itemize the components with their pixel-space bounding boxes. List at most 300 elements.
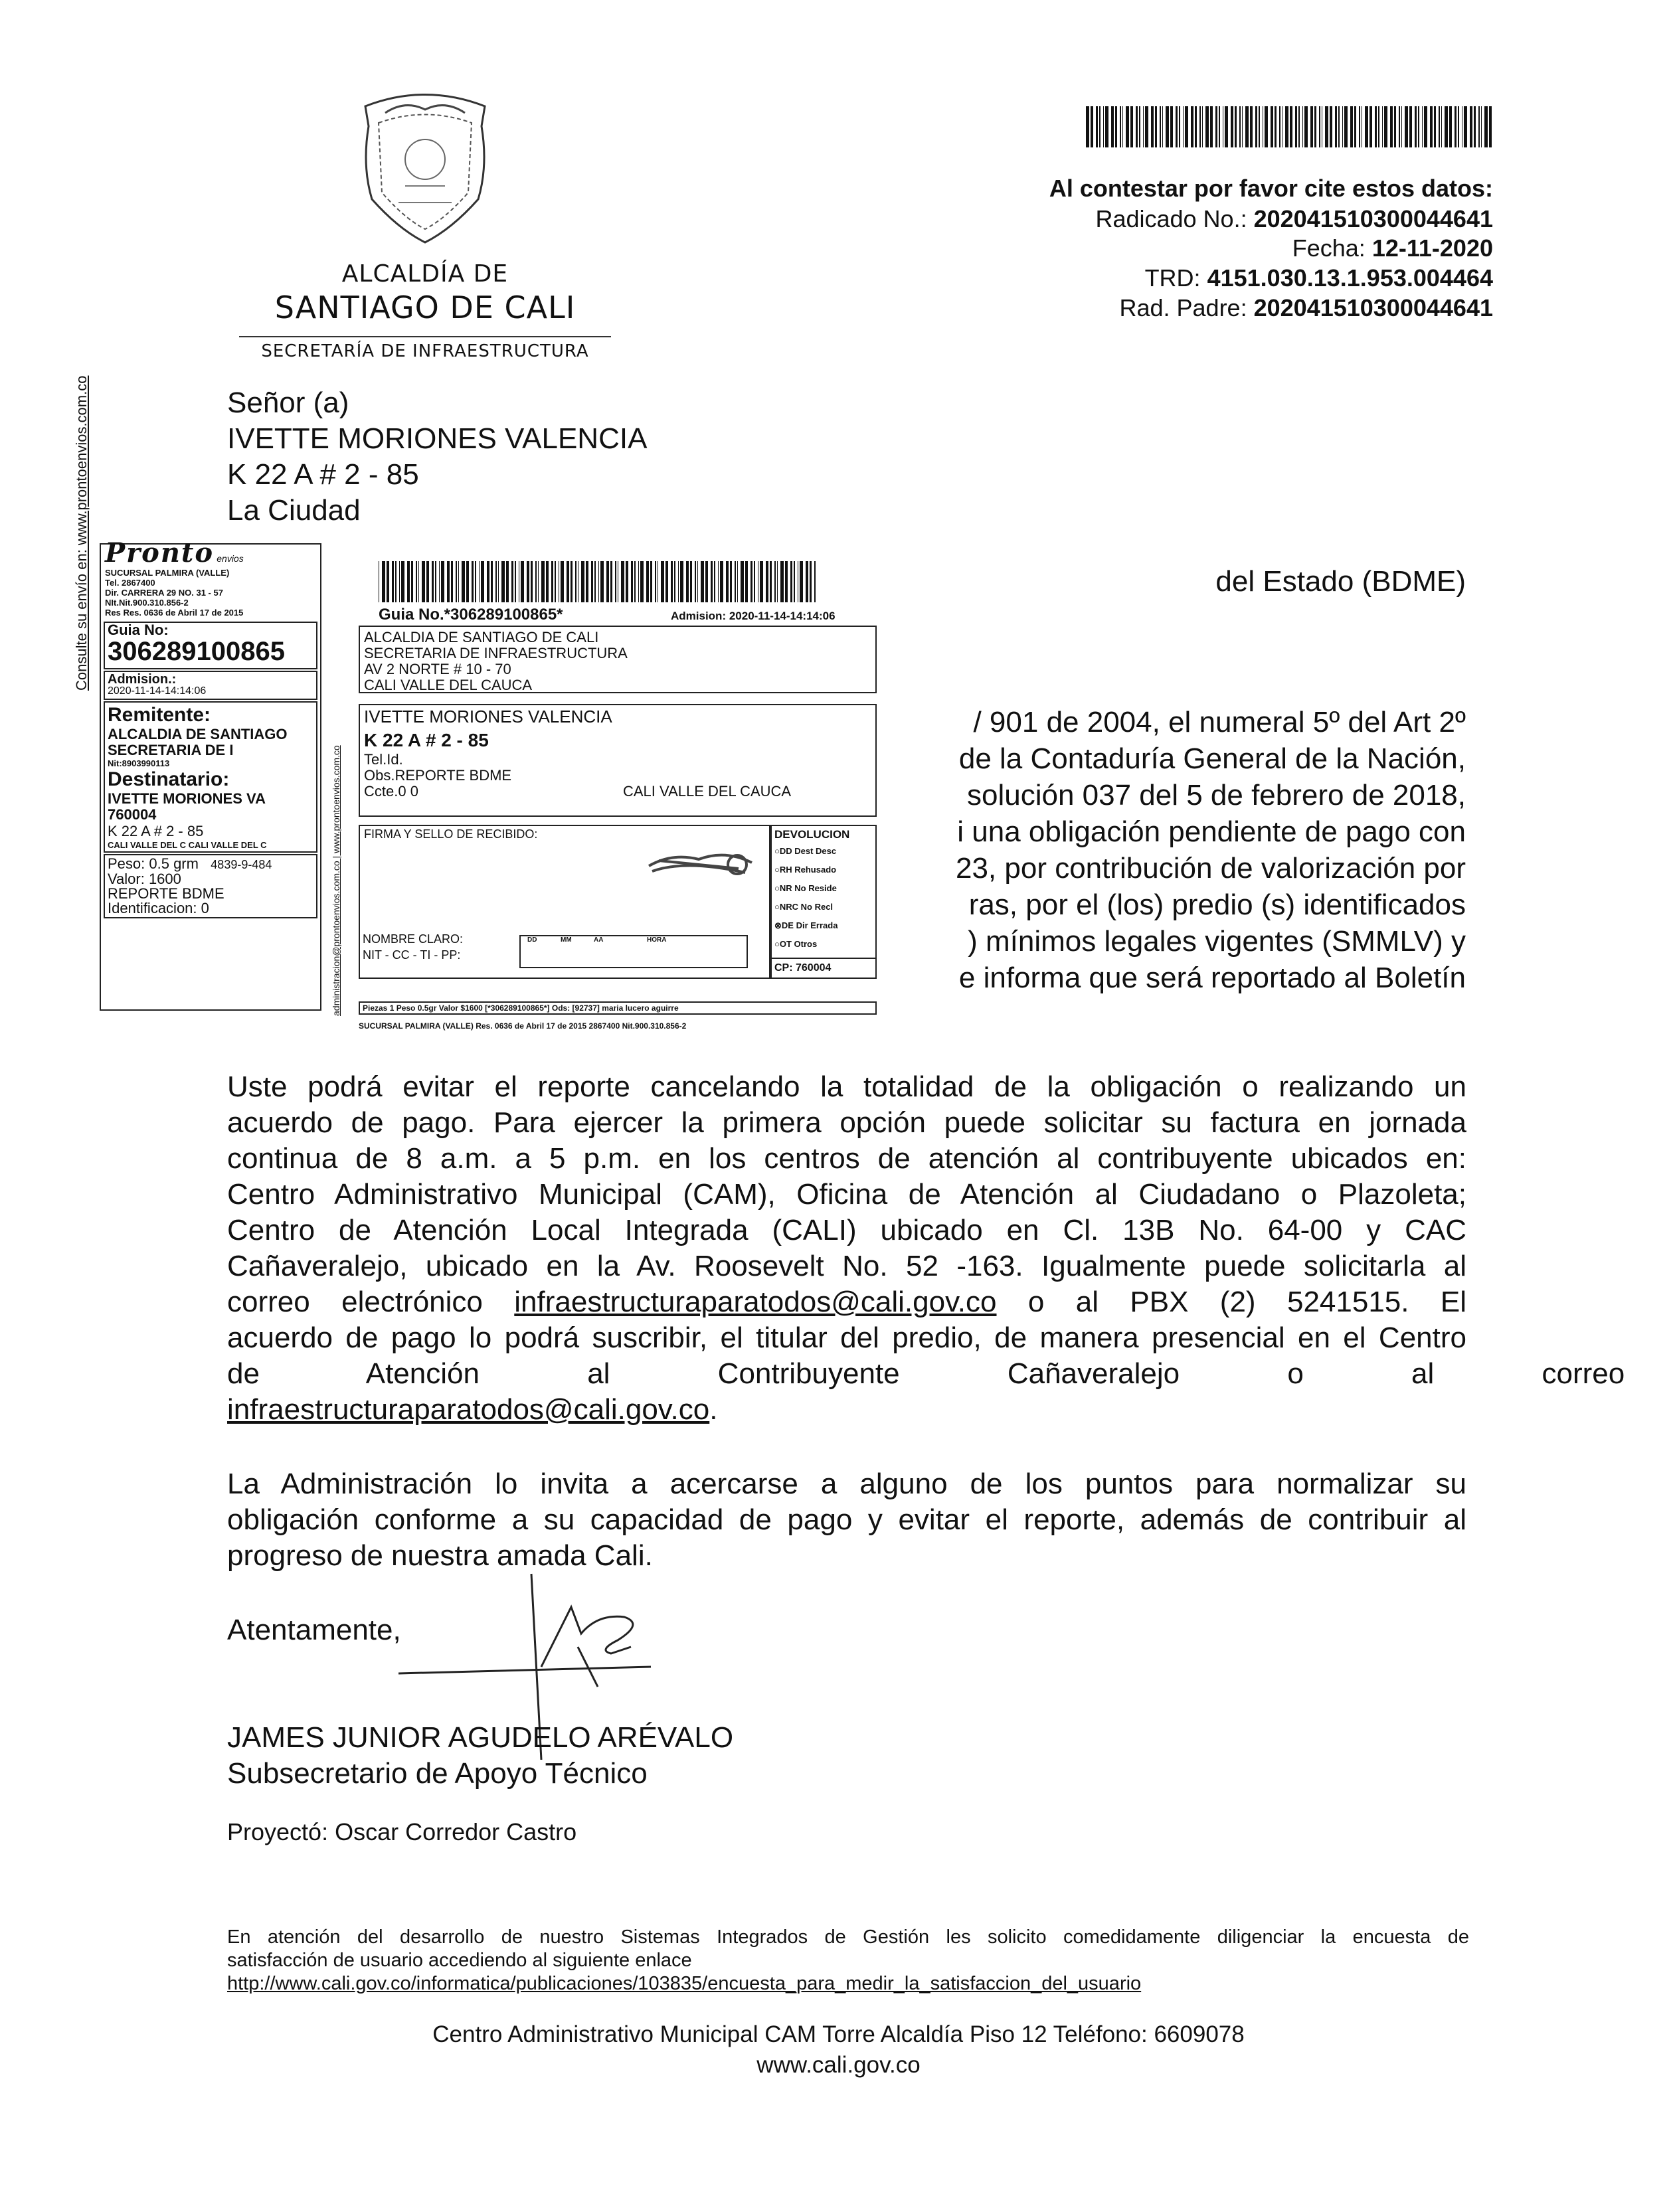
barcode-bar	[571, 561, 573, 602]
sticker-remitente-nit: Nit:8903990113	[108, 758, 170, 768]
org-name-line1: ALCALDÍA DE	[341, 260, 509, 288]
barcode-bar	[711, 561, 713, 602]
barcode-bar	[621, 561, 624, 602]
closing: Atentamente,	[227, 1614, 401, 1646]
dev-item-label: RH Rehusado	[779, 865, 837, 875]
barcode-bar	[1458, 106, 1459, 147]
barcode-icon	[379, 561, 817, 602]
radio-circle-icon: ○	[774, 902, 780, 912]
barcode-bar	[1235, 106, 1237, 147]
barcode-bar	[1295, 106, 1297, 147]
barcode-bar	[432, 561, 434, 602]
sticker-send-dept: SECRETARIA DE INFRAESTRUCTURA	[364, 645, 628, 661]
barcode-bar	[1350, 106, 1353, 147]
partial-line: de la Contaduría General de la Nación,	[958, 742, 1466, 775]
barcode-bar	[481, 561, 484, 602]
body-line: Centro de Atención Local Integrada (CALI) ubicado en Cl. 13B No. 64-00 y CAC	[227, 1214, 1466, 1246]
barcode-bar	[395, 561, 397, 602]
barcode-bar	[407, 561, 410, 602]
barcode-bar	[1120, 106, 1121, 147]
sticker-reporte: REPORTE BDME	[108, 885, 224, 902]
barcode-bar	[1434, 106, 1436, 147]
trd-line	[1145, 264, 1493, 293]
barcode-bar	[1205, 106, 1209, 147]
barcode-bar	[1449, 106, 1452, 147]
sticker-guia-number: 306289100865	[108, 637, 285, 666]
sticker-peso-box	[104, 854, 317, 918]
barcode-bar	[1302, 106, 1303, 147]
sticker-brand	[101, 537, 320, 568]
barcode-bar	[1275, 106, 1277, 147]
barcode-bar	[1145, 106, 1148, 147]
sticker-remitente-box	[104, 701, 317, 853]
dev-item-label: NRC No Recl	[779, 902, 834, 912]
barcode-bar	[671, 561, 673, 602]
barcode-bar	[1105, 106, 1108, 147]
barcode-bar	[631, 561, 633, 602]
barcode-bar	[1122, 106, 1123, 147]
barcode-bar	[1470, 106, 1472, 147]
barcode-bar	[1096, 106, 1098, 147]
recipient-address: K 22 A # 2 - 85	[227, 458, 419, 491]
barcode-bar	[435, 561, 436, 602]
barcode-bar	[1409, 106, 1412, 147]
barcode-bar	[655, 561, 656, 602]
barcode-bar	[472, 561, 474, 602]
barcode-bar	[770, 561, 772, 602]
body-line: obligación conforme a su capacidad de pago y evitar el reporte, además de contribuir al	[227, 1503, 1466, 1536]
barcode-bar	[387, 561, 389, 602]
barcode-bar	[697, 561, 698, 602]
radicado-line	[1095, 205, 1493, 234]
body-paragraph-2	[227, 1466, 1466, 1574]
barcode-bar	[1439, 106, 1440, 147]
barcode-bar	[418, 561, 419, 602]
barcode-bar	[735, 561, 736, 602]
sticker-send-city: CALI VALLE DEL CAUCA	[364, 677, 533, 693]
trd-label: TRD:	[1144, 264, 1201, 292]
survey-line: satisfacción de usuario accediendo al siguiente enlace	[227, 1950, 692, 1971]
barcode-bar	[1245, 106, 1249, 147]
barcode-bar	[766, 561, 768, 602]
barcode-bar	[422, 561, 425, 602]
barcode-bar	[1191, 106, 1193, 147]
barcode-bar	[1143, 106, 1144, 147]
barcode-bar	[1354, 106, 1356, 147]
sticker-dest-addr: K 22 A # 2 - 85	[108, 823, 204, 839]
barcode-bar	[515, 561, 516, 602]
barcode-bar	[1176, 106, 1178, 147]
barcode-bar	[1183, 106, 1184, 147]
sticker-recv-name: IVETTE MORIONES VALENCIA	[364, 707, 612, 726]
barcode-bar	[475, 561, 476, 602]
barcode-bar	[466, 561, 469, 602]
stamp-icon	[646, 846, 758, 883]
barcode-bar	[750, 561, 752, 602]
barcode-bar	[441, 561, 444, 602]
barcode-bar	[1210, 106, 1213, 147]
dev-item	[774, 842, 873, 861]
barcode-bar	[1310, 106, 1313, 147]
sticker-guia-full: Guia No.*306289100865*	[379, 606, 563, 624]
barcode-icon	[1086, 106, 1492, 147]
radio-circle-icon: ○	[774, 883, 780, 893]
sticker-brand-sub: envios	[217, 553, 244, 564]
sticker-branch: SUCURSAL PALMIRA (VALLE)	[105, 568, 230, 578]
barcode-bar	[1382, 106, 1383, 147]
barcode-bar	[1279, 106, 1280, 147]
sticker-footer-line2: SUCURSAL PALMIRA (VALLE) Res. 0636 de Abril 17 de 2015 2867400 Nit.900.310.856-2	[359, 1021, 687, 1031]
org-name-line2: SANTIAGO DE CALI	[274, 290, 576, 325]
sticker-admision-value: 2020-11-14-14:14:06	[108, 685, 207, 697]
barcode-bar	[737, 561, 738, 602]
email-link[interactable]: infraestructuraparatodos@cali.gov.co	[514, 1286, 997, 1318]
barcode-bar	[1484, 106, 1488, 147]
barcode-bar	[462, 561, 465, 602]
barcode-bar	[498, 561, 499, 602]
sticker-peso-code: 4839-9-484	[211, 858, 272, 871]
barcode-bar	[790, 561, 792, 602]
barcode-bar	[411, 561, 413, 602]
sticker-sender-box	[359, 626, 877, 693]
barcode-bar	[615, 561, 616, 602]
barcode-bar	[511, 561, 513, 602]
barcode-bar	[646, 561, 649, 602]
sticker-devolucion-box	[770, 825, 877, 979]
sticker-valor: Valor: 1600	[108, 871, 181, 887]
barcode-bar	[720, 561, 723, 602]
survey-notice	[227, 1926, 1469, 1996]
barcode-bar	[800, 561, 803, 602]
sticker-send-addr: AV 2 NORTE # 10 - 70	[364, 661, 511, 677]
barcode-bar	[650, 561, 652, 602]
sticker-date-box	[519, 935, 748, 968]
barcode-bar	[1359, 106, 1360, 147]
sticker-admision-full: Admision: 2020-11-14-14:14:06	[671, 610, 836, 622]
barcode-bar	[1298, 106, 1300, 147]
barcode-bar	[1365, 106, 1368, 147]
barcode-bar	[401, 561, 404, 602]
sticker-devolucion-label: DEVOLUCION	[774, 828, 850, 841]
body-line-email	[227, 1284, 1466, 1320]
partial-line: i una obligación pendiente de pago con	[957, 815, 1466, 848]
proyecto-line: Proyectó: Oscar Corredor Castro	[227, 1818, 577, 1845]
footer-address: Centro Administrativo Municipal CAM Torre Alcaldía Piso 12 Teléfono: 6609078	[432, 2021, 1245, 2047]
barcode-bar	[1422, 106, 1423, 147]
body-text: .	[709, 1393, 718, 1426]
barcode-bar	[690, 561, 692, 602]
barcode-bar	[1455, 106, 1456, 147]
body-line: continua de 8 a.m. a 5 p.m. en los centros de atención al contribuyente ubicados en:	[227, 1142, 1466, 1175]
survey-link-line	[227, 1972, 1469, 1996]
signer-title: Subsecretario de Apoyo Técnico	[227, 1757, 648, 1790]
barcode-bar	[600, 561, 604, 602]
barcode-bar	[1265, 106, 1268, 147]
barcode-bar	[1445, 106, 1448, 147]
barcode-bar	[780, 561, 784, 602]
sticker-remitente-label: Remitente:	[108, 704, 211, 726]
barcode-bar	[1464, 106, 1467, 147]
barcode-bar	[451, 561, 453, 602]
barcode-bar	[1394, 106, 1396, 147]
sticker-nit-label: NIT - CC - TI - PP:	[363, 948, 461, 962]
barcode-bar	[575, 561, 576, 602]
body-paragraph-1	[227, 1069, 1625, 1428]
barcode-bar	[591, 561, 593, 602]
barcode-bar	[1335, 106, 1337, 147]
dev-item	[774, 935, 873, 954]
body-line: Uste podrá evitar el reporte cancelando la totalidad de la obligación o realizando un	[227, 1070, 1466, 1103]
barcode-bar	[538, 561, 539, 602]
barcode-bar	[1091, 106, 1093, 147]
sticker-remitente-value: ALCALDIA DE SANTIAGO SECRETARIA DE I	[108, 726, 288, 758]
barcode-bar	[1474, 106, 1476, 147]
barcode-bar	[754, 561, 755, 602]
radio-circle-icon: ○	[774, 939, 780, 949]
dev-item-label: NR No Reside	[779, 883, 837, 893]
barcode-bar	[1202, 106, 1203, 147]
barcode-bar	[1319, 106, 1320, 147]
barcode-bar	[1136, 106, 1138, 147]
barcode-bar	[1219, 106, 1220, 147]
sticker-admision-label: Admision.:	[108, 672, 177, 687]
barcode-bar	[1405, 106, 1408, 147]
partial-line: 23, por contribución de valorización por	[955, 852, 1466, 885]
survey-line: En atención del desarrollo de nuestro Sistemas Integrados de Gestión les solicito comedidamente diligenciar la encuesta de	[227, 1926, 1469, 1948]
barcode-bar	[1330, 106, 1332, 147]
barcode-bar	[1384, 106, 1387, 147]
barcode-bar	[1242, 106, 1243, 147]
sticker-vertical-text-2: administracion@prontoenvios.com.co | www.prontoenvios.com.co	[331, 745, 341, 1016]
sticker-left-panel	[100, 537, 321, 1011]
barcode-bar	[1290, 106, 1292, 147]
barcode-bar	[1170, 106, 1173, 147]
barcode-bar	[665, 561, 668, 602]
barcode-bar	[1304, 106, 1308, 147]
barcode-bar	[1378, 106, 1379, 147]
sticker-nombre-label: NOMBRE CLARO:	[363, 932, 464, 946]
barcode-bar	[495, 561, 497, 602]
barcode-bar	[726, 561, 729, 602]
barcode-bar	[399, 561, 400, 602]
sticker-recv-tel: Tel.Id.	[364, 751, 403, 768]
sticker-vertical-text: Consulte su envío en: www.prontoenvios.com.co	[73, 375, 90, 691]
barcode-bar	[1166, 106, 1169, 147]
barcode-bar	[1185, 106, 1188, 147]
dev-item-label: DD Dest Desc	[779, 846, 837, 856]
body-line: Cañaveralejo, ubicado en la Av. Roosevelt No. 52 -163. Igualmente puede solicitarla al	[227, 1250, 1466, 1282]
partial-line: ras, por el (los) predio (s) identificados	[968, 889, 1466, 921]
barcode-bar	[506, 561, 509, 602]
barcode-bar	[794, 561, 795, 602]
sticker-recv-bottom	[364, 784, 871, 800]
trd-value: 4151.030.13.1.953.004464	[1207, 264, 1493, 292]
dev-item	[774, 861, 873, 879]
barcode-bar	[695, 561, 696, 602]
barcode-bar	[1344, 106, 1348, 147]
barcode-bar	[730, 561, 732, 602]
barcode-bar	[718, 561, 719, 602]
barcode-bar	[1215, 106, 1217, 147]
barcode-bar	[1259, 106, 1260, 147]
rad-padre-label: Rad. Padre:	[1119, 294, 1247, 321]
barcode-bar	[586, 561, 588, 602]
barcode-bar	[1099, 106, 1101, 147]
signer-name: JAMES JUNIOR AGUDELO ARÉVALO	[227, 1721, 734, 1754]
dev-item	[774, 916, 873, 935]
barcode-bar	[1478, 106, 1480, 147]
barcode-bar	[1162, 106, 1163, 147]
recipient-city: La Ciudad	[227, 494, 361, 527]
barcode-bar	[705, 561, 708, 602]
dev-item-label: DE Dir Errada	[781, 920, 838, 930]
barcode-bar	[567, 561, 569, 602]
barcode-bar	[741, 561, 744, 602]
sticker-res: Res Res. 0636 de Abril 17 de 2015	[105, 608, 244, 618]
barcode-bar	[1231, 106, 1233, 147]
barcode-bar	[1086, 106, 1089, 147]
radicado-label: Radicado No.:	[1095, 205, 1247, 232]
barcode-bar	[1239, 106, 1241, 147]
barcode-bar	[527, 561, 529, 602]
sticker-dir: Dir. CARRERA 29 NO. 31 - 57	[105, 588, 223, 598]
barcode-bar	[1401, 106, 1402, 147]
sticker-tel: Tel. 2867400	[105, 578, 155, 588]
sticker-recv-ccte: Ccte.0 0	[364, 783, 418, 800]
barcode-bar	[416, 561, 417, 602]
barcode-bar	[501, 561, 505, 602]
barcode-bar	[426, 561, 429, 602]
sticker-signature-box	[359, 825, 770, 979]
barcode-bar	[678, 561, 679, 602]
barcode-bar	[447, 561, 450, 602]
sticker-firma-label: FIRMA Y SELLO DE RECIBIDO:	[364, 827, 538, 841]
radio-circle-icon: ○	[774, 846, 780, 856]
barcode-bar	[521, 561, 524, 602]
sticker-guia-label: Guia No:	[108, 622, 169, 638]
barcode-bar	[1369, 106, 1372, 147]
sticker-receiver-box	[359, 704, 877, 817]
org-department: SECRETARÍA DE INFRAESTRUCTURA	[239, 336, 611, 361]
barcode-bar	[456, 561, 457, 602]
barcode-bar	[1415, 106, 1417, 147]
barcode-bar	[546, 561, 549, 602]
partial-line: / 901 de 2004, el numeral 5º del Art 2º	[973, 706, 1466, 738]
barcode-bar	[810, 561, 812, 602]
barcode-bar	[551, 561, 553, 602]
radicado-value: 202041510300044641	[1253, 205, 1493, 232]
barcode-bar	[1375, 106, 1377, 147]
body-line: La Administración lo invita a acercarse a alguno de los puntos para normalizar su	[227, 1468, 1466, 1500]
barcode-bar	[777, 561, 778, 602]
sticker-mm: MM	[561, 936, 572, 944]
barcode-bar	[1390, 106, 1393, 147]
barcode-bar	[1314, 106, 1316, 147]
barcode-bar	[1130, 106, 1133, 147]
partial-line: solución 037 del 5 de febrero de 2018,	[966, 779, 1466, 811]
barcode-bar	[1199, 106, 1201, 147]
barcode-bar	[1399, 106, 1400, 147]
sticker-identificacion: Identificacion: 0	[108, 900, 209, 916]
sticker-hora: HORA	[647, 936, 667, 944]
barcode-bar	[634, 561, 636, 602]
barcode-bar	[774, 561, 776, 602]
barcode-bar	[814, 561, 816, 602]
sticker-aa: AA	[594, 936, 604, 944]
radio-circle-icon: ○	[774, 865, 780, 875]
sticker-nit: NIt.Nit.900.310.856-2	[105, 598, 189, 608]
sticker-dd: DD	[527, 936, 537, 944]
dev-item	[774, 879, 873, 898]
barcode-bar	[1338, 106, 1340, 147]
barcode-bar	[1160, 106, 1161, 147]
barcode-bar	[439, 561, 440, 602]
sticker-send-org: ALCALDIA DE SANTIAGO DE CALI	[364, 629, 599, 645]
body-line-email2	[227, 1392, 1466, 1428]
barcode-bar	[581, 561, 584, 602]
fecha-label: Fecha:	[1292, 234, 1366, 262]
sticker-recv-obs: Obs.REPORTE BDME	[364, 767, 512, 784]
barcode-bar	[555, 561, 556, 602]
barcode-bar	[1271, 106, 1273, 147]
barcode-bar	[1424, 106, 1427, 147]
barcode-bar	[1179, 106, 1180, 147]
sticker-recv-addr: K 22 A # 2 - 85	[364, 730, 489, 750]
barcode-bar	[714, 561, 715, 602]
barcode-bar	[1139, 106, 1140, 147]
barcode-bar	[806, 561, 808, 602]
barcode-bar	[1481, 106, 1482, 147]
barcode-bar	[1103, 106, 1104, 147]
barcode-bar	[1342, 106, 1343, 147]
email-link[interactable]: infraestructuraparatodos@cali.gov.co	[227, 1393, 710, 1426]
barcode-bar	[1195, 106, 1197, 147]
dev-item-label: OT Otros	[779, 939, 818, 949]
body-line: de Atención al Contribuyente Cañaveralejo o al correo	[227, 1357, 1625, 1390]
crest-icon	[345, 86, 505, 249]
barcode-bar	[640, 561, 644, 602]
sticker-brand-name: Pronto	[105, 537, 215, 568]
survey-link[interactable]: http://www.cali.gov.co/informatica/publicaciones/103835/encuesta_para_medir_la_satisfaccion_del_usuario	[227, 1973, 1142, 1994]
sticker-dest-name: IVETTE MORIONES VA	[108, 790, 266, 807]
sticker-destinatario-label: Destinatario:	[108, 768, 230, 790]
barcode-bar	[1255, 106, 1257, 147]
body-line: progreso de nuestra amada Cali.	[227, 1539, 653, 1572]
dev-item	[774, 898, 873, 916]
barcode-bar	[491, 561, 493, 602]
barcode-bar	[541, 561, 545, 602]
body-line: Centro Administrativo Municipal (CAM), Oficina de Atención al Ciudadano o Plazoleta;	[227, 1178, 1466, 1211]
sticker-dest-city: CALI VALLE DEL C CALI VALLE DEL C	[108, 840, 267, 850]
radio-checked-icon: ⊗	[774, 920, 782, 930]
barcode-bar	[382, 561, 385, 602]
barcode-bar	[594, 561, 596, 602]
barcode-bar	[1285, 106, 1288, 147]
barcode-bar	[626, 561, 628, 602]
barcode-bar	[531, 561, 533, 602]
sticker-peso-row	[108, 857, 313, 872]
barcode-bar	[1115, 106, 1117, 147]
body-line: acuerdo de pago lo podrá suscribir, el titular del predio, de manera presencial en el Centro	[227, 1321, 1466, 1354]
barcode-bar	[674, 561, 675, 602]
barcode-bar	[760, 561, 763, 602]
rad-padre-line	[1119, 294, 1493, 323]
barcode-bar	[535, 561, 537, 602]
sticker-recv-city: CALI VALLE DEL CAUCA	[623, 783, 792, 800]
barcode-bar	[1111, 106, 1114, 147]
sticker-peso: Peso: 0.5 grm	[108, 855, 199, 872]
barcode-bar	[392, 561, 394, 602]
